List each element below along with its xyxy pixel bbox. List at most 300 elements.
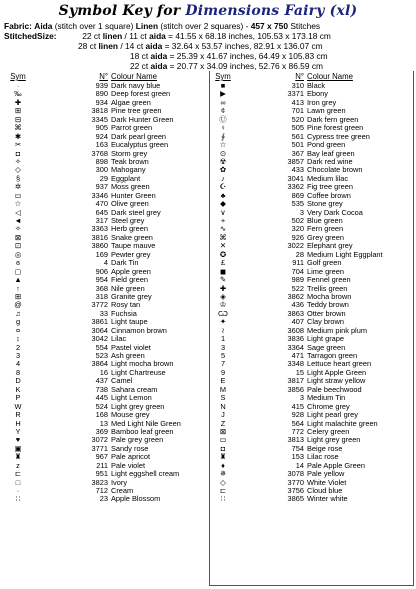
symbol-cell: 3 [15, 351, 21, 360]
symbol-cell: ◁ [15, 207, 21, 217]
number-cell: 524 [95, 401, 108, 411]
symbol-cell: N [220, 401, 226, 411]
colour-name-cell: Black [307, 81, 326, 90]
symbol-cell: ♀ [220, 123, 226, 133]
number-cell: 3865 [287, 494, 304, 504]
symbol-cell: ∷ [220, 494, 226, 504]
symbol-cell: ◎ [14, 249, 22, 259]
number-cell: 169 [95, 249, 108, 259]
symbol-cell: ✦ [219, 317, 227, 327]
colour-name-cell: White Violet [307, 477, 347, 487]
colour-name-cell: Pastel violet [111, 342, 151, 352]
symbol-cell: @ [14, 300, 22, 310]
symbol-cell: ⊟ [14, 114, 22, 124]
symbol-cell: ▭ [14, 190, 22, 200]
colour-name-cell: Camel [111, 376, 133, 386]
symbol-cell: ◈ [220, 291, 226, 301]
number-cell: 738 [95, 384, 108, 394]
key-row [210, 495, 413, 503]
colour-name-cell: Light Lemon [111, 393, 152, 403]
symbol-cell: ☢ [219, 156, 227, 166]
colour-name-cell: Nile green [111, 283, 145, 293]
colour-name-cell: Lilac rose [307, 452, 339, 462]
colour-name-cell: Algae green [111, 97, 151, 107]
symbol-cell: S [220, 393, 226, 403]
symbol-cell: ▲ [14, 275, 22, 285]
number-cell: 153 [291, 452, 304, 462]
colour-name-cell: Chrome grey [307, 401, 350, 411]
size-text: / 14 ct [118, 41, 146, 51]
colour-name-cell: Mouse grey [111, 410, 150, 420]
colour-name-cell: Sandy rose [111, 443, 149, 453]
header-num: N° [99, 72, 108, 81]
symbol-cell: ▭ [219, 435, 227, 445]
number-cell: 502 [291, 216, 304, 225]
symbol-cell: ♥ [15, 435, 21, 445]
number-cell: 3857 [287, 156, 304, 166]
colour-name-cell: Otter brown [307, 308, 346, 318]
size-text: aida [150, 61, 168, 71]
number-cell: 318 [95, 291, 108, 301]
symbol-cell: 1 [220, 334, 226, 344]
symbol-cell: ■ [220, 81, 226, 90]
symbol-cell: ∞ [220, 97, 226, 107]
size-text: = 25.39 x 41.67 inches, 64.49 x 105.83 cm [167, 51, 328, 61]
colour-name-cell: Medium pink plum [307, 325, 367, 335]
number-cell: 310 [291, 81, 304, 90]
size-text: linen [98, 41, 119, 51]
number-cell: 905 [95, 123, 108, 133]
header-sym: Sym [10, 72, 26, 81]
colour-name-cell: Clay brown [307, 317, 344, 327]
symbol-cell: 5 [220, 351, 226, 360]
colour-name-cell: Sage green [307, 342, 346, 352]
symbol-cell: Ⓤ [219, 114, 227, 124]
symbol-cell: ♣ [220, 190, 226, 200]
symbol-cell: ⊏ [219, 486, 227, 495]
number-cell: 520 [291, 114, 304, 124]
symbol-cell: P [15, 393, 21, 403]
number-cell: 3770 [287, 477, 304, 487]
symbol-cell: ‰ [14, 89, 22, 99]
colour-name-cell: Tarragon green [307, 351, 358, 360]
number-cell: 3064 [91, 325, 108, 335]
number-cell: 772 [291, 426, 304, 436]
number-cell: 989 [291, 275, 304, 285]
symbol-cell: + [220, 216, 226, 225]
colour-name-cell: Dark Hunter Green [111, 114, 174, 124]
symbol-cell: ✱ [14, 131, 22, 141]
number-cell: 3608 [287, 325, 304, 335]
key-row [4, 495, 209, 503]
symbol-cell: ♪ [221, 173, 225, 183]
symbol-cell: ♜ [14, 452, 22, 462]
number-cell: 523 [95, 351, 108, 360]
number-cell: 3078 [287, 469, 304, 479]
colour-name-cell: Mahogany [111, 165, 146, 175]
number-cell: 437 [95, 376, 108, 386]
symbol-cell: ♜ [219, 452, 227, 462]
colour-name-cell: Beige rose [307, 443, 343, 453]
header-num: N° [295, 72, 304, 81]
number-cell: 3041 [287, 173, 304, 183]
symbol-cell: ↕ [16, 334, 20, 344]
header-sym: Sym [215, 72, 231, 81]
symbol-cell: ♫ [15, 308, 21, 318]
colour-name-cell: Olive green [111, 199, 149, 209]
symbol-cell: · [16, 81, 20, 90]
number-cell: 911 [292, 258, 304, 268]
colour-name-cell: Trellis green [307, 283, 348, 293]
number-cell: 436 [291, 300, 304, 310]
colour-name-cell: Hunter Green [111, 190, 156, 200]
colour-name-cell: Fern green [307, 224, 344, 234]
colour-name-cell: Pale apricot [111, 452, 151, 462]
symbol-cell: ◇ [220, 477, 226, 487]
number-cell: 3836 [287, 334, 304, 344]
symbol-cell: W [14, 401, 22, 411]
symbol-cell: ☪ [219, 182, 227, 192]
number-cell: 3818 [91, 106, 108, 116]
colour-name-cell: Ash green [111, 351, 145, 360]
colour-name-cell: Sahara cream [111, 384, 158, 394]
symbol-cell: ◇ [15, 165, 21, 175]
number-cell: 369 [95, 426, 108, 436]
colour-name-cell: Lawn green [307, 106, 346, 116]
fabric-stitches-unit: Stitches [290, 21, 321, 31]
number-cell: 33 [99, 308, 108, 318]
symbol-cell: ∷ [15, 494, 21, 504]
symbol-cell: ✪ [219, 249, 227, 259]
title-brand: Dimensions Fairy (xl) [185, 3, 358, 19]
symbol-cell: z [16, 460, 20, 470]
symbol-key [4, 71, 412, 586]
number-cell: 168 [95, 410, 108, 420]
symbol-cell: ⊡ [14, 241, 22, 251]
number-cell: 3371 [287, 89, 304, 99]
size-text: linen [102, 31, 123, 41]
number-cell: 754 [291, 443, 304, 453]
size-line-4 [130, 61, 416, 71]
colour-name-cell: Coffee brown [307, 190, 351, 200]
size-text: 28 ct [78, 41, 99, 51]
number-cell: 163 [95, 140, 108, 150]
number-cell: 906 [95, 266, 108, 276]
symbol-cell: ◄ [14, 216, 22, 225]
colour-name-cell: Storm grey [111, 148, 148, 158]
number-cell: 16 [99, 367, 108, 377]
colour-name-cell: Parrot green [111, 123, 153, 133]
page-title [0, 3, 416, 19]
symbol-cell: Y [15, 426, 21, 436]
colour-name-cell: Taupe mauve [111, 241, 156, 251]
number-cell: 3 [299, 393, 304, 403]
colour-name-cell: Lettuce heart green [307, 359, 372, 369]
number-cell: 445 [95, 393, 108, 403]
symbol-cell: 8 [15, 367, 21, 377]
number-cell: 3813 [287, 435, 304, 445]
colour-name-cell: Pond green [307, 140, 346, 150]
symbol-cell: ⊞ [14, 291, 22, 301]
colour-name-cell: Dark red wine [307, 156, 353, 166]
number-cell: 937 [95, 182, 108, 192]
number-cell: 522 [291, 283, 304, 293]
colour-name-cell: Field green [111, 275, 148, 285]
symbol-cell: ∮ [221, 131, 225, 141]
symbol-cell: ∨ [220, 207, 226, 217]
number-cell: 3856 [287, 384, 304, 394]
colour-name-cell: Elephant grey [307, 241, 353, 251]
number-cell: 3823 [91, 477, 108, 487]
symbol-cell: ✧ [14, 224, 22, 234]
number-cell: 554 [95, 342, 108, 352]
colour-name-cell: Light grey green [111, 401, 165, 411]
symbol-cell: ♔ [219, 300, 227, 310]
size-text: 22 ct [82, 31, 103, 41]
colour-name-cell: Apple green [111, 266, 151, 276]
size-line-1 [4, 31, 412, 41]
symbol-cell: 3 [220, 342, 226, 352]
colour-name-cell: Snake green [111, 232, 153, 242]
colour-name-cell: Pale yellow [307, 469, 345, 479]
colour-name-cell: Medium Tin [307, 393, 346, 403]
symbol-cell: ⊞ [14, 106, 22, 116]
header-name: Colour Name [307, 72, 353, 81]
symbol-cell: ɞ [16, 258, 20, 268]
symbol-cell: ☆ [14, 199, 22, 209]
colour-name-cell: Pale grey green [111, 435, 164, 445]
symbol-cell: ✵ [219, 469, 227, 479]
symbol-cell: ∿ [219, 224, 227, 234]
number-cell: 564 [291, 418, 304, 428]
number-cell: 15 [295, 367, 304, 377]
colour-name-cell: Pewter grey [111, 249, 151, 259]
size-text: = 20.77 x 34.09 inches, 52.76 x 86.59 cm [167, 61, 323, 71]
colour-name-cell: Very Dark Cocoa [307, 207, 363, 217]
number-cell: 954 [95, 275, 108, 285]
symbol-cell: ▶ [220, 89, 226, 99]
number-cell: 28 [295, 249, 304, 259]
number-cell: 967 [95, 452, 108, 462]
colour-name-cell: Pale Apple Green [307, 460, 365, 470]
colour-name-cell: Eggplant [111, 173, 141, 183]
colour-name-cell: Grey green [307, 232, 344, 242]
number-cell: 934 [95, 97, 108, 107]
number-cell: 712 [95, 486, 108, 495]
colour-name-cell: Light Apple Green [307, 367, 367, 377]
symbol-cell: ◆ [220, 199, 226, 209]
colour-name-cell: Deep forest green [111, 89, 171, 99]
colour-name-cell: Light pearl grey [307, 410, 358, 420]
colour-name-cell: Dark steel grey [111, 207, 161, 217]
symbol-cell: ◻ [14, 266, 22, 276]
fabric-label: Fabric: [4, 21, 32, 31]
colour-name-cell: Cypress tree green [307, 131, 370, 141]
symbol-cell: Ѡ [218, 308, 228, 318]
symbol-cell: 9 [220, 367, 226, 377]
symbol-cell: ⊏ [14, 469, 22, 479]
colour-name-cell: Lilac [111, 334, 127, 344]
colour-name-cell: Light straw yellow [307, 376, 366, 386]
colour-name-cell: Stone grey [307, 199, 343, 209]
number-cell: 211 [96, 460, 108, 470]
colour-name-cell: Dark Tin [111, 258, 139, 268]
symbol-cell: 2 [15, 342, 21, 352]
size-label: StitchedSize: [4, 31, 57, 41]
number-cell: 470 [95, 199, 108, 209]
number-cell: 23 [99, 494, 108, 504]
key-column-left [4, 71, 209, 504]
size-line-2 [78, 41, 416, 51]
number-cell: 3756 [287, 486, 304, 495]
symbol-cell: ♦ [221, 460, 225, 470]
number-cell: 317 [95, 216, 108, 225]
colour-name-cell: Chocolate brown [307, 165, 363, 175]
number-cell: 3022 [287, 241, 304, 251]
size-text: 22 ct [130, 61, 151, 71]
colour-name-cell: Bay leaf green [307, 148, 355, 158]
symbol-cell: £ [220, 258, 226, 268]
number-cell: 3860 [91, 241, 108, 251]
number-cell: 413 [291, 97, 304, 107]
colour-name-cell: Iron grey [307, 97, 337, 107]
symbol-cell: H [15, 418, 21, 428]
colour-name-cell: Med Light Nile Green [111, 418, 181, 428]
symbol-cell: Z [220, 418, 226, 428]
number-cell: 701 [291, 106, 304, 116]
colour-name-cell: Medium lilac [307, 173, 349, 183]
number-cell: 3042 [91, 334, 108, 344]
number-cell: 4 [103, 258, 108, 268]
fabric-linen: Linen [135, 21, 159, 31]
number-cell: 3364 [287, 342, 304, 352]
number-cell: 3862 [287, 291, 304, 301]
symbol-cell: ⊠ [14, 232, 22, 242]
number-cell: 3816 [91, 232, 108, 242]
symbol-cell: 4 [15, 359, 21, 369]
number-cell: 3348 [287, 359, 304, 369]
key-column-right [209, 71, 414, 586]
number-cell: 407 [291, 317, 304, 327]
size-text: / 11 ct [122, 31, 150, 41]
size-text: aida [149, 31, 166, 41]
number-cell: 951 [95, 469, 108, 479]
colour-name-cell: Fennel green [307, 275, 351, 285]
number-cell: 3362 [287, 182, 304, 192]
symbol-cell: ✧ [14, 156, 22, 166]
symbol-cell: ⊙ [219, 148, 227, 158]
colour-name-cell: Pale beechwood [307, 384, 362, 394]
size-text: aida [145, 41, 163, 51]
symbol-cell: ▣ [14, 443, 22, 453]
colour-name-cell: Fig tree green [307, 182, 354, 192]
number-cell: 561 [291, 131, 304, 141]
number-cell: 869 [291, 190, 304, 200]
fabric-line [4, 21, 412, 31]
number-cell: 3861 [91, 317, 108, 327]
symbol-cell: ◘ [220, 443, 226, 453]
number-cell: 3863 [287, 308, 304, 318]
fabric-stitches: 457 x 750 [250, 21, 288, 31]
symbol-cell: 7 [220, 359, 226, 369]
colour-name-cell: Light grey green [307, 435, 361, 445]
symbol-cell: ⌘ [14, 123, 22, 133]
colour-name-cell: Light eggshell cream [111, 469, 180, 479]
colour-name-cell: Light grape [307, 334, 344, 344]
symbol-cell: J [221, 410, 225, 420]
symbol-cell: □ [15, 477, 21, 487]
colour-name-cell: Winter white [307, 494, 348, 504]
number-cell: 415 [291, 401, 304, 411]
number-cell: 645 [95, 207, 108, 217]
number-cell: 704 [291, 266, 304, 276]
number-cell: 13 [99, 418, 108, 428]
number-cell: 3363 [91, 224, 108, 234]
symbol-cell: E [220, 376, 226, 386]
number-cell: 3346 [91, 190, 108, 200]
colour-name-cell: Celery green [307, 426, 350, 436]
number-cell: 471 [291, 351, 304, 360]
fabric-linen-note: (stitch over 2 squares) - [160, 21, 249, 31]
number-cell: 3771 [91, 443, 108, 453]
number-cell: 3768 [91, 148, 108, 158]
number-cell: 890 [95, 89, 108, 99]
colour-name-cell: Medium Light Eggplant [307, 249, 383, 259]
fabric-aida-note: (stitch over 1 square) [54, 21, 134, 31]
size-line-3 [130, 51, 416, 61]
symbol-cell: ◘ [15, 148, 21, 158]
number-cell: 3864 [91, 359, 108, 369]
colour-name-cell: Light Chartreuse [111, 367, 166, 377]
number-cell: 939 [95, 81, 108, 90]
size-text: = 41.55 x 68.18 inches, 105.53 x 173.18 cm [165, 31, 331, 41]
colour-name-cell: Ebony [307, 89, 328, 99]
number-cell: 535 [291, 199, 304, 209]
size-text: aida [150, 51, 168, 61]
colour-name-cell: Pine tree green [111, 106, 162, 116]
colour-name-cell: Light malachite green [307, 418, 378, 428]
colour-name-cell: Fuchsia [111, 308, 137, 318]
number-cell: 3345 [91, 114, 108, 124]
number-cell: 928 [291, 410, 304, 420]
symbol-cell: ✲ [14, 182, 22, 192]
symbol-cell: ☆ [219, 140, 227, 150]
colour-name-cell: Dark navy blue [111, 81, 161, 90]
number-cell: 924 [95, 131, 108, 141]
colour-name-cell: Golf green [307, 258, 342, 268]
colour-name-cell: Bamboo leaf green [111, 426, 174, 436]
colour-name-cell: Herb green [111, 224, 148, 234]
colour-name-cell: Lime green [307, 266, 344, 276]
number-cell: 3772 [91, 300, 108, 310]
number-cell: 505 [291, 123, 304, 133]
number-cell: 501 [291, 140, 304, 150]
colour-name-cell: Cinnamon brown [111, 325, 167, 335]
symbol-cell: ¢ [220, 106, 226, 116]
symbol-cell: ✚ [14, 97, 22, 107]
symbol-cell: § [15, 173, 21, 183]
symbol-cell: g [15, 317, 21, 327]
colour-name-cell: Steel grey [111, 216, 145, 225]
number-cell: 14 [295, 460, 304, 470]
symbol-cell: ≀ [221, 325, 225, 335]
number-cell: 3072 [91, 435, 108, 445]
symbol-cell: ◼ [219, 266, 227, 276]
colour-name-cell: Eucalyptus green [111, 140, 169, 150]
number-cell: 926 [291, 232, 304, 242]
colour-name-cell: Ivory [111, 477, 128, 487]
symbol-cell: ✎ [219, 275, 227, 285]
